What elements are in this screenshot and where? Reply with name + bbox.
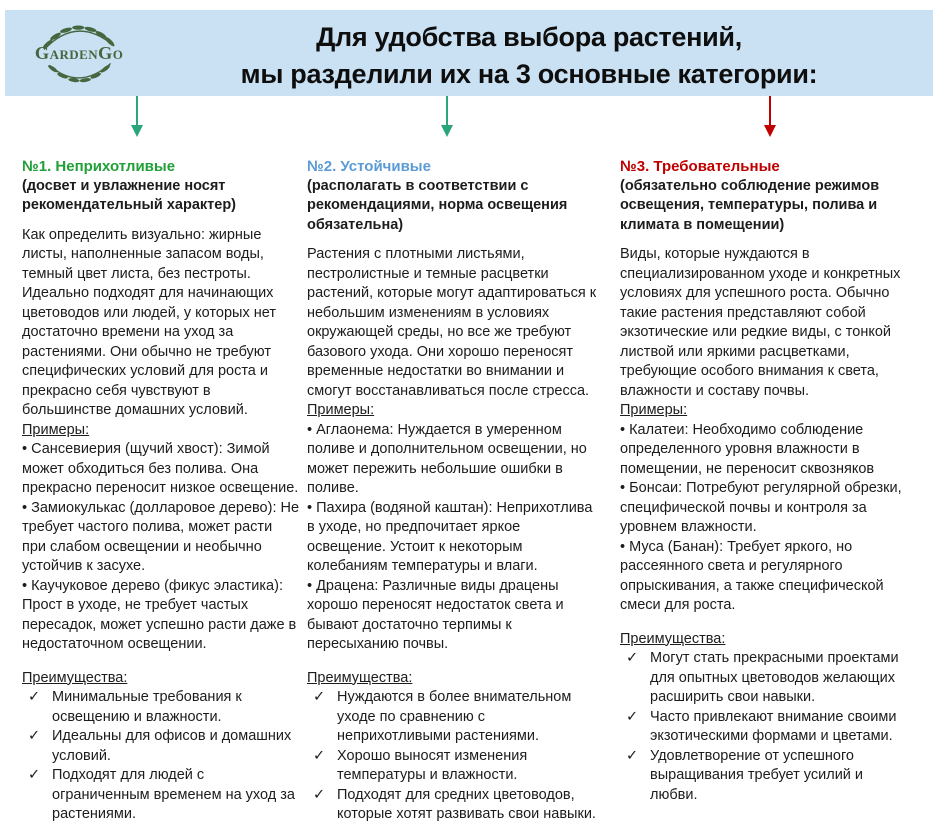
advantages-label: Преимущества:: [307, 669, 413, 686]
examples-label: Примеры:: [22, 421, 90, 438]
example-item: • Каучуковое дерево (фикус эластика): Прост в уходе, не требует частых пересадок, может успешно расти даже в недостаточном освещении.: [22, 577, 300, 655]
advantage-item: ✓ Нуждаются в более внимательном уходе по сравнению с неприхотливыми растениями.: [307, 688, 598, 747]
page-title-line1: Для удобства выбора растений,: [316, 22, 742, 52]
advantage-item: ✓ Удовлетворение от успешного выращивания требует усилий и любви.: [620, 747, 909, 806]
logo-text: GardenGo: [34, 43, 124, 64]
example-item: • Бонсаи: Потребуют регулярной обрезки, специфической почвы и контроля за уровнем влажности.: [620, 479, 909, 538]
page-title-line2: мы разделили их на 3 основные категории:: [240, 59, 818, 89]
column-subtitle: (досвет и увлажнение носят рекомендательный характер): [22, 177, 237, 213]
column-description: Виды, которые нуждаются в специализированном уходе и конкретных условиях для успешного роста. Обычно такие растения представляют собой экзотические или редкие виды, с тонкой листвой или яркими расцветками, требующие особого внимания к света, влажности и составу почвы.: [620, 246, 901, 399]
column-unpretentious: [22, 157, 300, 825]
advantage-item: ✓ Подходят для средних цветоводов, которые хотят развивать свои навыки.: [307, 786, 598, 825]
advantages-label: Преимущества:: [620, 630, 726, 647]
gardengo-logo: [5, 10, 155, 96]
column-demanding: [620, 157, 909, 805]
column-subtitle: (располагать в соответствии с рекомендациями, норма освещения обязательна): [307, 177, 568, 233]
advantage-item: ✓ Могут стать прекрасными проектами для опытных цветоводов желающих расширить свои навыки.: [620, 649, 909, 708]
example-item: • Аглаонема: Нуждается в умеренном поливе и дополнительном освещении, но может пережить небольшие ошибки в поливе.: [307, 421, 598, 499]
page-title: [155, 13, 933, 93]
column-description: Растения с плотными листьями, пестролистные и темные расцветки растений, которые могут адаптироваться к небольшим изменениям в условиях окружающей среды, но все же требуют базового ухода. Они хорошо переносят временные недостатки во внимании и смогут восстанавливаться после стресса.: [307, 246, 597, 399]
example-item: • Драцена: Различные виды драцены хорошо переносят недостаток света и бывают достаточно терпимы к пересыханию почвы.: [307, 577, 598, 655]
column-subtitle: (обязательно соблюдение режимов освещения, температуры, полива и климата в помещении): [620, 177, 880, 233]
down-arrow-icon-1: [128, 96, 146, 138]
column-description: Как определить визуально: жирные листы, наполненные запасом воды, темный цвет листа, без пестроты. Идеально подходят для начинающих цветоводов или людей, у которых нет достаточно времени на уход за растениями. Они обычно не требуют специфических условий для роста и прекрасно себя чувствуют в большинстве домашних условий.: [22, 226, 276, 418]
advantage-item: ✓ Хорошо выносят изменения температуры и влажности.: [307, 747, 598, 786]
down-arrow-icon-3: [761, 96, 779, 138]
advantage-item: ✓ Подходят для людей с ограниченным временем на уход за растениями.: [22, 766, 300, 825]
column-resilient: [307, 157, 598, 825]
example-item: • Замиокулькас (долларовое дерево): Не требует частого полива, может расти при слабом освещении и необычно устойчив к засухе.: [22, 499, 300, 577]
advantage-item: ✓ Минимальные требования к освещению и влажности.: [22, 688, 300, 727]
examples-label: Примеры:: [620, 402, 688, 418]
column-heading: №3. Требовательные: [620, 158, 780, 175]
advantage-item: ✓ Часто привлекают внимание своими экзотическими формами и цветами.: [620, 708, 909, 747]
column-heading: №1. Неприхотливые: [22, 158, 176, 175]
advantages-label: Преимущества:: [22, 669, 128, 686]
example-item: • Калатеи: Необходимо соблюдение определенного уровня влажности в помещении, не переносит сквозняков: [620, 421, 909, 480]
column-heading: №2. Устойчивые: [307, 158, 431, 175]
examples-label: Примеры:: [307, 402, 375, 418]
example-item: • Муса (Банан): Требует яркого, но рассеянного света и регулярного опрыскивания, а также специфической смеси для роста.: [620, 538, 909, 616]
header-banner: [5, 10, 933, 96]
laurel-wreath-icon: [21, 11, 139, 95]
example-item: • Пахира (водяной каштан): Неприхотлива в уходе, но предпочитает яркое освещение. Устоит к некоторым колебаниям температуры и влаги.: [307, 499, 598, 577]
example-item: • Сансевиерия (щучий хвост): Зимой может обходиться без полива. Она прекрасно переносит низкое освещение.: [22, 440, 300, 499]
advantage-item: ✓ Идеальны для офисов и домашних условий.: [22, 727, 300, 766]
down-arrow-icon-2: [438, 96, 456, 138]
